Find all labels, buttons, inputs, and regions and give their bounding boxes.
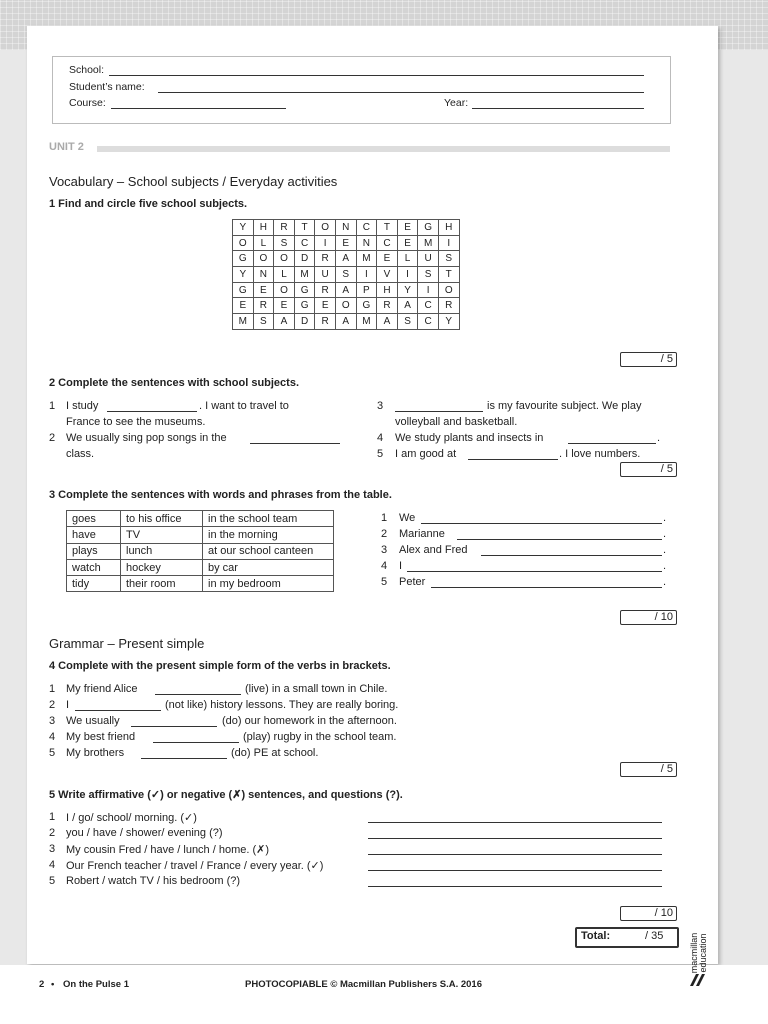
ex2-item-1-blank[interactable] — [107, 411, 197, 412]
footer-bullet: • — [51, 979, 55, 990]
word-search-cell[interactable]: R — [438, 298, 459, 314]
word-search-cell[interactable]: R — [377, 298, 398, 314]
word-search-cell[interactable]: T — [377, 220, 398, 236]
word-search-cell[interactable]: O — [253, 251, 274, 267]
phrase-table-cell: lunch — [121, 543, 203, 559]
exercise-4-title: 4 Complete with the present simple form of the verbs in brackets. — [49, 660, 391, 672]
word-search-cell[interactable]: T — [438, 267, 459, 283]
word-search-cell[interactable]: Y — [438, 314, 459, 330]
ex5-item-3-answer-line[interactable] — [368, 854, 662, 855]
ex4-item-3-text-a: We usually — [66, 715, 120, 727]
exercise-3-title: 3 Complete the sentences with words and phrases from the table. — [49, 489, 392, 501]
ex4-item-1-num: 1 — [49, 683, 56, 695]
word-search-cell[interactable]: H — [377, 282, 398, 298]
ex5-item-4-num: 4 — [49, 859, 56, 871]
ex4-item-4-text-b: (play) rugby in the school team. — [243, 731, 397, 743]
school-label: School: — [69, 64, 105, 76]
word-search-cell[interactable]: O — [438, 282, 459, 298]
ex2-item-5-blank[interactable] — [468, 459, 558, 460]
ex2-item-1-text-c: France to see the museums. — [66, 416, 206, 428]
ex5-item-1-text: I / go/ school/ morning. (✓) — [66, 812, 197, 824]
ex4-item-3-text-b: (do) our homework in the afternoon. — [222, 715, 397, 727]
macmillan-logo — [688, 918, 708, 988]
ex3-item-1-text: We — [399, 512, 416, 524]
word-search-cell[interactable]: H — [438, 220, 459, 236]
total-label: Total: — [581, 930, 611, 942]
course-field[interactable] — [111, 108, 286, 109]
word-search-cell[interactable]: G — [233, 251, 254, 267]
ex2-item-4-text-b: . — [657, 432, 661, 444]
word-search-cell[interactable]: M — [233, 314, 254, 330]
word-search-cell[interactable]: I — [438, 235, 459, 251]
footer-area — [0, 965, 768, 1024]
word-search-cell[interactable]: A — [335, 314, 356, 330]
ex2-item-5-num: 5 — [377, 448, 384, 460]
ex2-item-5-text-a: I am good at — [395, 448, 457, 460]
word-search-cell[interactable]: G — [294, 298, 315, 314]
word-search-cell[interactable]: U — [418, 251, 439, 267]
ex3-item-2-num: 2 — [381, 528, 388, 540]
word-search-cell[interactable]: I — [315, 235, 336, 251]
word-search-cell[interactable]: Y — [397, 282, 418, 298]
word-search-cell[interactable]: D — [294, 251, 315, 267]
word-search-row — [233, 251, 460, 267]
phrase-table-cell: goes — [67, 511, 121, 527]
word-search-cell[interactable]: R — [315, 314, 336, 330]
word-search-cell[interactable]: H — [253, 220, 274, 236]
ex4-item-4-num: 4 — [49, 731, 56, 743]
student-info-box — [52, 56, 671, 124]
word-search-cell[interactable]: A — [377, 314, 398, 330]
phrase-table-row — [67, 527, 334, 543]
word-search-grid — [232, 219, 460, 330]
word-search-cell[interactable]: E — [315, 298, 336, 314]
exercise-1-title: 1 Find and circle five school subjects. — [49, 198, 248, 210]
ex3-item-1-num: 1 — [381, 512, 388, 524]
total-score: / 35 — [645, 930, 664, 942]
ex2-item-4-text-a: We study plants and insects in — [395, 432, 544, 444]
word-search-cell[interactable]: L — [253, 235, 274, 251]
phrase-table-cell: in my bedroom — [203, 576, 334, 592]
word-search-cell[interactable]: S — [274, 235, 295, 251]
footer-copyright: PHOTOCOPIABLE © Macmillan Publishers S.A. 2016 — [245, 979, 483, 990]
word-search-cell[interactable]: C — [356, 220, 377, 236]
word-search-cell[interactable]: I — [397, 267, 418, 283]
ex5-item-2-text: you / have / shower/ evening (?) — [66, 827, 223, 839]
student-name-label: Student’s name: — [69, 81, 145, 93]
ex3-item-2-dot: . — [663, 528, 667, 540]
word-search-cell[interactable]: R — [315, 282, 336, 298]
word-search-cell[interactable]: G — [294, 282, 315, 298]
ex2-item-2-text-c: class. — [66, 448, 95, 460]
phrase-table-row — [67, 511, 334, 527]
word-search-cell[interactable]: U — [315, 267, 336, 283]
ex3-item-2-blank[interactable] — [457, 539, 662, 540]
word-search-cell[interactable]: Y — [233, 220, 254, 236]
word-search-cell[interactable]: M — [356, 314, 377, 330]
phrase-table-cell: in the morning — [203, 527, 334, 543]
word-search-row — [233, 220, 460, 236]
word-search-row — [233, 267, 460, 283]
ex3-item-4-dot: . — [663, 560, 667, 572]
phrase-table — [66, 510, 334, 592]
ex3-item-5-text: Peter — [399, 576, 426, 588]
ex4-item-3-blank[interactable] — [131, 726, 217, 727]
word-search-cell[interactable]: P — [356, 282, 377, 298]
ex4-item-3-num: 3 — [49, 715, 56, 727]
ex2-item-2-text-a: We usually sing pop songs in the — [66, 432, 227, 444]
exercise-4-score: / 5 — [620, 762, 677, 777]
phrase-table-row — [67, 559, 334, 575]
ex5-item-3-num: 3 — [49, 843, 56, 855]
exercise-3-score: / 10 — [620, 610, 677, 625]
word-search-cell[interactable]: O — [335, 298, 356, 314]
word-search-cell[interactable]: E — [377, 251, 398, 267]
ex5-item-1-num: 1 — [49, 811, 56, 823]
word-search-cell[interactable]: A — [335, 282, 356, 298]
phrase-table-row — [67, 576, 334, 592]
phrase-table-cell: watch — [67, 559, 121, 575]
ex2-item-3-text-b: is my favourite subject. We play — [487, 400, 642, 412]
phrase-table-cell: hockey — [121, 559, 203, 575]
word-search-cell[interactable]: O — [233, 235, 254, 251]
ex3-item-2-text: Marianne — [399, 528, 445, 540]
footer-page-number: 2 — [39, 979, 45, 990]
word-search-cell[interactable]: S — [397, 314, 418, 330]
ex4-item-1-text-a: My friend Alice — [66, 683, 138, 695]
word-search-cell[interactable]: C — [418, 298, 439, 314]
ex3-item-3-num: 3 — [381, 544, 388, 556]
word-search-row — [233, 298, 460, 314]
ex2-item-1-text-b: . I want to travel to — [199, 400, 289, 412]
ex4-item-4-text-a: My best friend — [66, 731, 136, 743]
word-search-cell[interactable]: C — [418, 314, 439, 330]
ex2-item-2-blank[interactable] — [250, 443, 340, 444]
ex5-item-2-answer-line[interactable] — [368, 838, 662, 839]
word-search-cell[interactable]: L — [274, 267, 295, 283]
ex5-item-1-answer-line[interactable] — [368, 822, 662, 823]
ex2-item-1-text-a: I study — [66, 400, 99, 412]
exercise-2-score: / 5 — [620, 462, 677, 477]
ex4-item-2-text-b: (not like) history lessons. They are really boring. — [165, 699, 399, 711]
ex2-item-4-blank[interactable] — [568, 443, 656, 444]
student-name-field[interactable] — [158, 92, 644, 93]
word-search-cell[interactable]: G — [233, 282, 254, 298]
word-search-cell[interactable]: L — [397, 251, 418, 267]
word-search-cell[interactable]: R — [274, 220, 295, 236]
school-field[interactable] — [109, 75, 644, 76]
ex3-item-4-num: 4 — [381, 560, 388, 572]
ex4-item-4-blank[interactable] — [153, 742, 239, 743]
word-search-cell[interactable]: E — [253, 282, 274, 298]
word-search-cell[interactable]: R — [315, 251, 336, 267]
word-search-cell[interactable]: N — [335, 220, 356, 236]
ex3-item-1-dot: . — [663, 512, 667, 524]
word-search-cell[interactable]: O — [315, 220, 336, 236]
ex4-item-2-num: 2 — [49, 699, 56, 711]
ex4-item-5-text-a: My brothers — [66, 747, 125, 759]
ex3-item-5-dot: . — [663, 576, 667, 588]
phrase-table-cell: by car — [203, 559, 334, 575]
word-search-cell[interactable]: M — [294, 267, 315, 283]
ex3-item-4-blank[interactable] — [407, 571, 662, 572]
exercise-1-score: / 5 — [620, 352, 677, 367]
phrase-table-cell: their room — [121, 576, 203, 592]
word-search-cell[interactable]: S — [418, 267, 439, 283]
word-search-cell[interactable]: N — [356, 235, 377, 251]
ex5-item-5-num: 5 — [49, 875, 56, 887]
phrase-table-cell: in the school team — [203, 511, 334, 527]
ex2-item-3-num: 3 — [377, 400, 384, 412]
word-search-cell[interactable]: E — [335, 235, 356, 251]
word-search-cell[interactable]: A — [335, 251, 356, 267]
word-search-cell[interactable]: C — [294, 235, 315, 251]
word-search-cell[interactable]: E — [274, 298, 295, 314]
exercise-2-title: 2 Complete the sentences with school subjects. — [49, 377, 300, 389]
phrase-table-cell: tidy — [67, 576, 121, 592]
macmillan-mark-icon — [688, 972, 708, 988]
exercise-5-score: / 10 — [620, 906, 677, 921]
ex5-item-5-text: Robert / watch TV / his bedroom (?) — [66, 875, 241, 887]
course-label: Course: — [69, 97, 106, 109]
word-search-cell[interactable]: S — [438, 251, 459, 267]
word-search-cell[interactable]: T — [294, 220, 315, 236]
word-search-row — [233, 282, 460, 298]
word-search-cell[interactable]: N — [253, 267, 274, 283]
ex3-item-5-num: 5 — [381, 576, 388, 588]
word-search-cell[interactable]: S — [335, 267, 356, 283]
ex2-item-4-num: 4 — [377, 432, 384, 444]
ex3-item-5-blank[interactable] — [431, 587, 662, 588]
ex4-item-2-blank[interactable] — [75, 710, 161, 711]
ex4-item-5-num: 5 — [49, 747, 56, 759]
ex2-item-3-blank[interactable] — [395, 411, 483, 412]
phrase-table-cell: plays — [67, 543, 121, 559]
ex4-item-5-text-b: (do) PE at school. — [231, 747, 319, 759]
ex5-item-2-num: 2 — [49, 827, 56, 839]
word-search-cell[interactable]: G — [356, 298, 377, 314]
phrase-table-row — [67, 543, 334, 559]
word-search-cell[interactable]: G — [418, 220, 439, 236]
ex2-item-5-text-b: . I love numbers. — [559, 448, 641, 460]
unit-bar — [97, 146, 670, 152]
macmillan-logo-text: macmillan education — [689, 932, 708, 974]
ex2-item-2-num: 2 — [49, 432, 56, 444]
year-label: Year: — [444, 97, 469, 109]
word-search-cell[interactable]: S — [253, 314, 274, 330]
word-search-cell[interactable]: A — [274, 314, 295, 330]
ex2-item-3-text-c: volleyball and basketball. — [395, 416, 518, 428]
section-vocabulary-title: Vocabulary – School subjects / Everyday activities — [49, 174, 338, 189]
year-field[interactable] — [472, 108, 644, 109]
ex4-item-1-blank[interactable] — [155, 694, 241, 695]
ex5-item-5-answer-line[interactable] — [368, 886, 662, 887]
word-search-cell[interactable]: V — [377, 267, 398, 283]
word-search-cell[interactable]: I — [356, 267, 377, 283]
word-search-cell[interactable]: M — [418, 235, 439, 251]
ex5-item-4-answer-line[interactable] — [368, 870, 662, 871]
word-search-cell[interactable]: Y — [233, 267, 254, 283]
phrase-table-cell: at our school canteen — [203, 543, 334, 559]
unit-title: UNIT 2 — [49, 141, 84, 153]
ex3-item-3-blank[interactable] — [481, 555, 662, 556]
word-search-cell[interactable]: E — [397, 235, 418, 251]
ex5-item-3-text: My cousin Fred / have / lunch / home. (✗) — [66, 844, 270, 856]
ex4-item-5-blank[interactable] — [141, 758, 227, 759]
ex2-item-1-num: 1 — [49, 400, 56, 412]
word-search-cell[interactable]: O — [274, 282, 295, 298]
phrase-table-cell: TV — [121, 527, 203, 543]
word-search-cell[interactable]: I — [418, 282, 439, 298]
word-search-cell[interactable]: E — [397, 220, 418, 236]
word-search-cell[interactable]: C — [377, 235, 398, 251]
ex4-item-2-text-a: I — [66, 699, 70, 711]
word-search-cell[interactable]: O — [274, 251, 295, 267]
phrase-table-cell: have — [67, 527, 121, 543]
word-search-cell[interactable]: D — [294, 314, 315, 330]
word-search-cell[interactable]: E — [233, 298, 254, 314]
ex3-item-3-text: Alex and Fred — [399, 544, 468, 556]
phrase-table-cell: to his office — [121, 511, 203, 527]
ex3-item-3-dot: . — [663, 544, 667, 556]
word-search-cell[interactable]: M — [356, 251, 377, 267]
ex4-item-1-text-b: (live) in a small town in Chile. — [245, 683, 388, 695]
ex5-item-4-text: Our French teacher / travel / France / every year. (✓) — [66, 860, 324, 872]
word-search-cell[interactable]: A — [397, 298, 418, 314]
section-grammar-title: Grammar – Present simple — [49, 636, 205, 651]
ex3-item-4-text: I — [399, 560, 403, 572]
exercise-5-title: 5 Write affirmative (✓) or negative (✗) sentences, and questions (?). — [49, 789, 403, 801]
footer-book-title: On the Pulse 1 — [63, 979, 129, 990]
ex3-item-1-blank[interactable] — [421, 523, 662, 524]
word-search-row — [233, 235, 460, 251]
word-search-row — [233, 314, 460, 330]
word-search-cell[interactable]: R — [253, 298, 274, 314]
